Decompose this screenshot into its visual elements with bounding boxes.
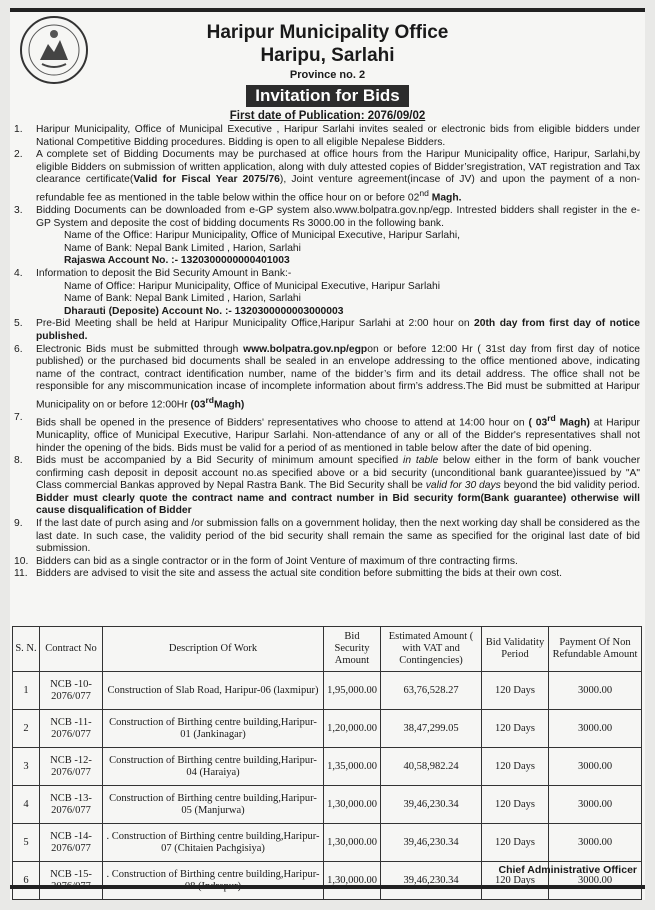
list-item: 4. Information to deposit the Bid Security Amount in Bank:- Name of Office: Haripur Municipality, Office of Municipal Executive, Haripur Sarlahi Name of Bank: Nepal Bank Limited , Harion, Sarlahi Dharauti (Deposite) Account No. :- 1320300000003000003 [14,267,440,317]
col-sn: S. N. [13,627,40,672]
list-item: 8. Bids must be accompanied by a Bid Security of minimum amount specified in table below either in the form of bank voucher confirming cash deposit in deposit account no.as specified above or a bid security (unconditional bank guarantee)issued by "A" Class commercial Bankas approved by Nepal Rastra Bank. The Bid Security shall be valid for 30 days beyond the bid validity period. Bidder must clearly quote the contract name and contract number in Bid security form(Bank guarantee) otherwise will cause disqualification of Bidder [14,455,640,517]
table-row: 4 NCB -13-2076/077 Construction of Birthing centre building,Haripur-05 (Manjurwa) 1,30,000.00 39,46,230.34 120 Days 3000.00 [13,786,642,824]
col-description: Description Of Work [103,627,324,672]
table-row: 1 NCB -10-2076/077 Construction of Slab Road, Haripur-06 (laxmipur) 1,95,000.00 63,76,528.27 120 Days 3000.00 [13,672,642,710]
col-validity: Bid Validatity Period [482,627,549,672]
notice-banner: Invitation for Bids [246,85,409,107]
signature-title: Chief Administrative Officer [498,864,637,876]
office-title: Haripur Municipality Office [206,22,449,43]
list-item: 2. A complete set of Bidding Documents may be purchased at office hours from the Haripur Municipality office, Haripur, Sarlahi,by eligible Bidders on submission of written application, along with duly attested copies of Bidder’sregistration, VAT registration and Tax clearance certificate(Valid for Fiscal Year 2075/76), Joint venture agreement(incase of JV) and upon the payment of a non-refundable fee as mentioned in the table below within the office hour on or before 02nd Magh. [14,149,640,204]
list-item: 5. Pre-Bid Meeting shall be held at Haripur Municipality Office,Haripur Sarlahi at 2:00 hour on 20th day from first day of notice published. [14,318,640,342]
table-row: 5 NCB -14-2076/077 . Construction of Birthing centre building,Haripur-07 (Chitaien Pachgisiya) 1,30,000.00 39,46,230.34 120 Days 3000.00 [13,824,642,862]
table-row: 2 NCB -11-2076/077 Construction of Birthing centre building,Haripur-01 (Jankinagar) 1,20,000.00 38,47,299.05 120 Days 3000.00 [13,710,642,748]
office-location: Haripu, Sarlahi [260,45,395,66]
province-label: Province no. 2 [289,69,366,81]
col-contract: Contract No [40,627,103,672]
table-header-row [13,627,642,672]
publication-date: First date of Publication: 2076/09/02 [229,110,426,122]
top-rule [10,8,645,12]
list-item: 11. Bidders are advised to visit the site and assess the actual site condition before submitting the bids at their own cost. [14,568,563,580]
list-item: 7. Bids shall be opened in the presence of Bidders' representatives who choose to attend at 14:00 hour on ( 03rd Magh) at Haripur Municaplity, office of Municipal Executive, Haripur Sarlahi. Non-attendance of any or all of the Bidder's representatives shall not hinder the opening of the bids. Bids must be valid for a period of as mentioned in table below after the date of bid opening. [14,411,640,454]
conditions-list [14,124,640,581]
list-item: 1. Haripur Municipality, Office of Municipal Executive , Haripur Sarlahi invites sealed or electronic bids from eligible bidders under National Competitive Bidding procedures. Bidding is open to all eligible Nepalese Bidders. [14,124,640,148]
bottom-rule [10,885,645,889]
bids-table [12,626,642,900]
list-item: 3. Bidding Documents can be downloaded from e-GP system also.www.bolpatra.gov.np/egp. Intrested bidders shall register in the e-GP System and deposite the cost of bidding documents Rs 3000.00 in the following bank. Name of the Office: Haripur Municipality, Office of Municipal Executive, Haripur Sarlahi, Name of Bank: Nepal Bank Limited , Harion, Sarlahi Rajaswa Account No. :- 1320300000000401003 [14,204,640,267]
list-item: 9. If the last date of purch asing and /or submission falls on a government holiday, then the next working day shall be considered as the last date. In such case, the validity period of the bid security shall remain the same as specified for the original last date of bid submission. [14,518,640,555]
table-row: 3 NCB -12-2076/077 Construction of Birthing centre building,Haripur-04 (Haraiya) 1,35,000.00 40,58,982.24 120 Days 3000.00 [13,748,642,786]
col-security: Bid Security Amount [324,627,381,672]
table-row: 6 NCB -15- . Construction of Birthing centre building,Haripur- 1,30,000.00 39,46,230.34 120 Days 3000.00 [13,862,642,900]
list-item: 6. Electronic Bids must be submitted through www.bolpatra.gov.np/egpon or before 12:00 Hr ( 31st day from first day of notice published) or the purchased bid documents shall be sealed in an envelope addressing to the office mentioned above, indicating name of the contract, contract identification number, name of the bidder’s firm and its detail address. The office shall not be responsible for any miscommunication incase of incomplete information about firm’s address.The Bid must be submitted at Haripur Municipality on or before 12:00Hr (03rdMagh) [14,343,640,411]
col-fee: Payment Of Non Refundable Amount [549,627,642,672]
col-estimate: Estimated Amount ( with VAT and Contingencies) [381,627,482,672]
list-item: 10. Bidders can bid as a single contractor or in the form of Joint Venture of maximum of thre contracting firms. [14,555,518,567]
